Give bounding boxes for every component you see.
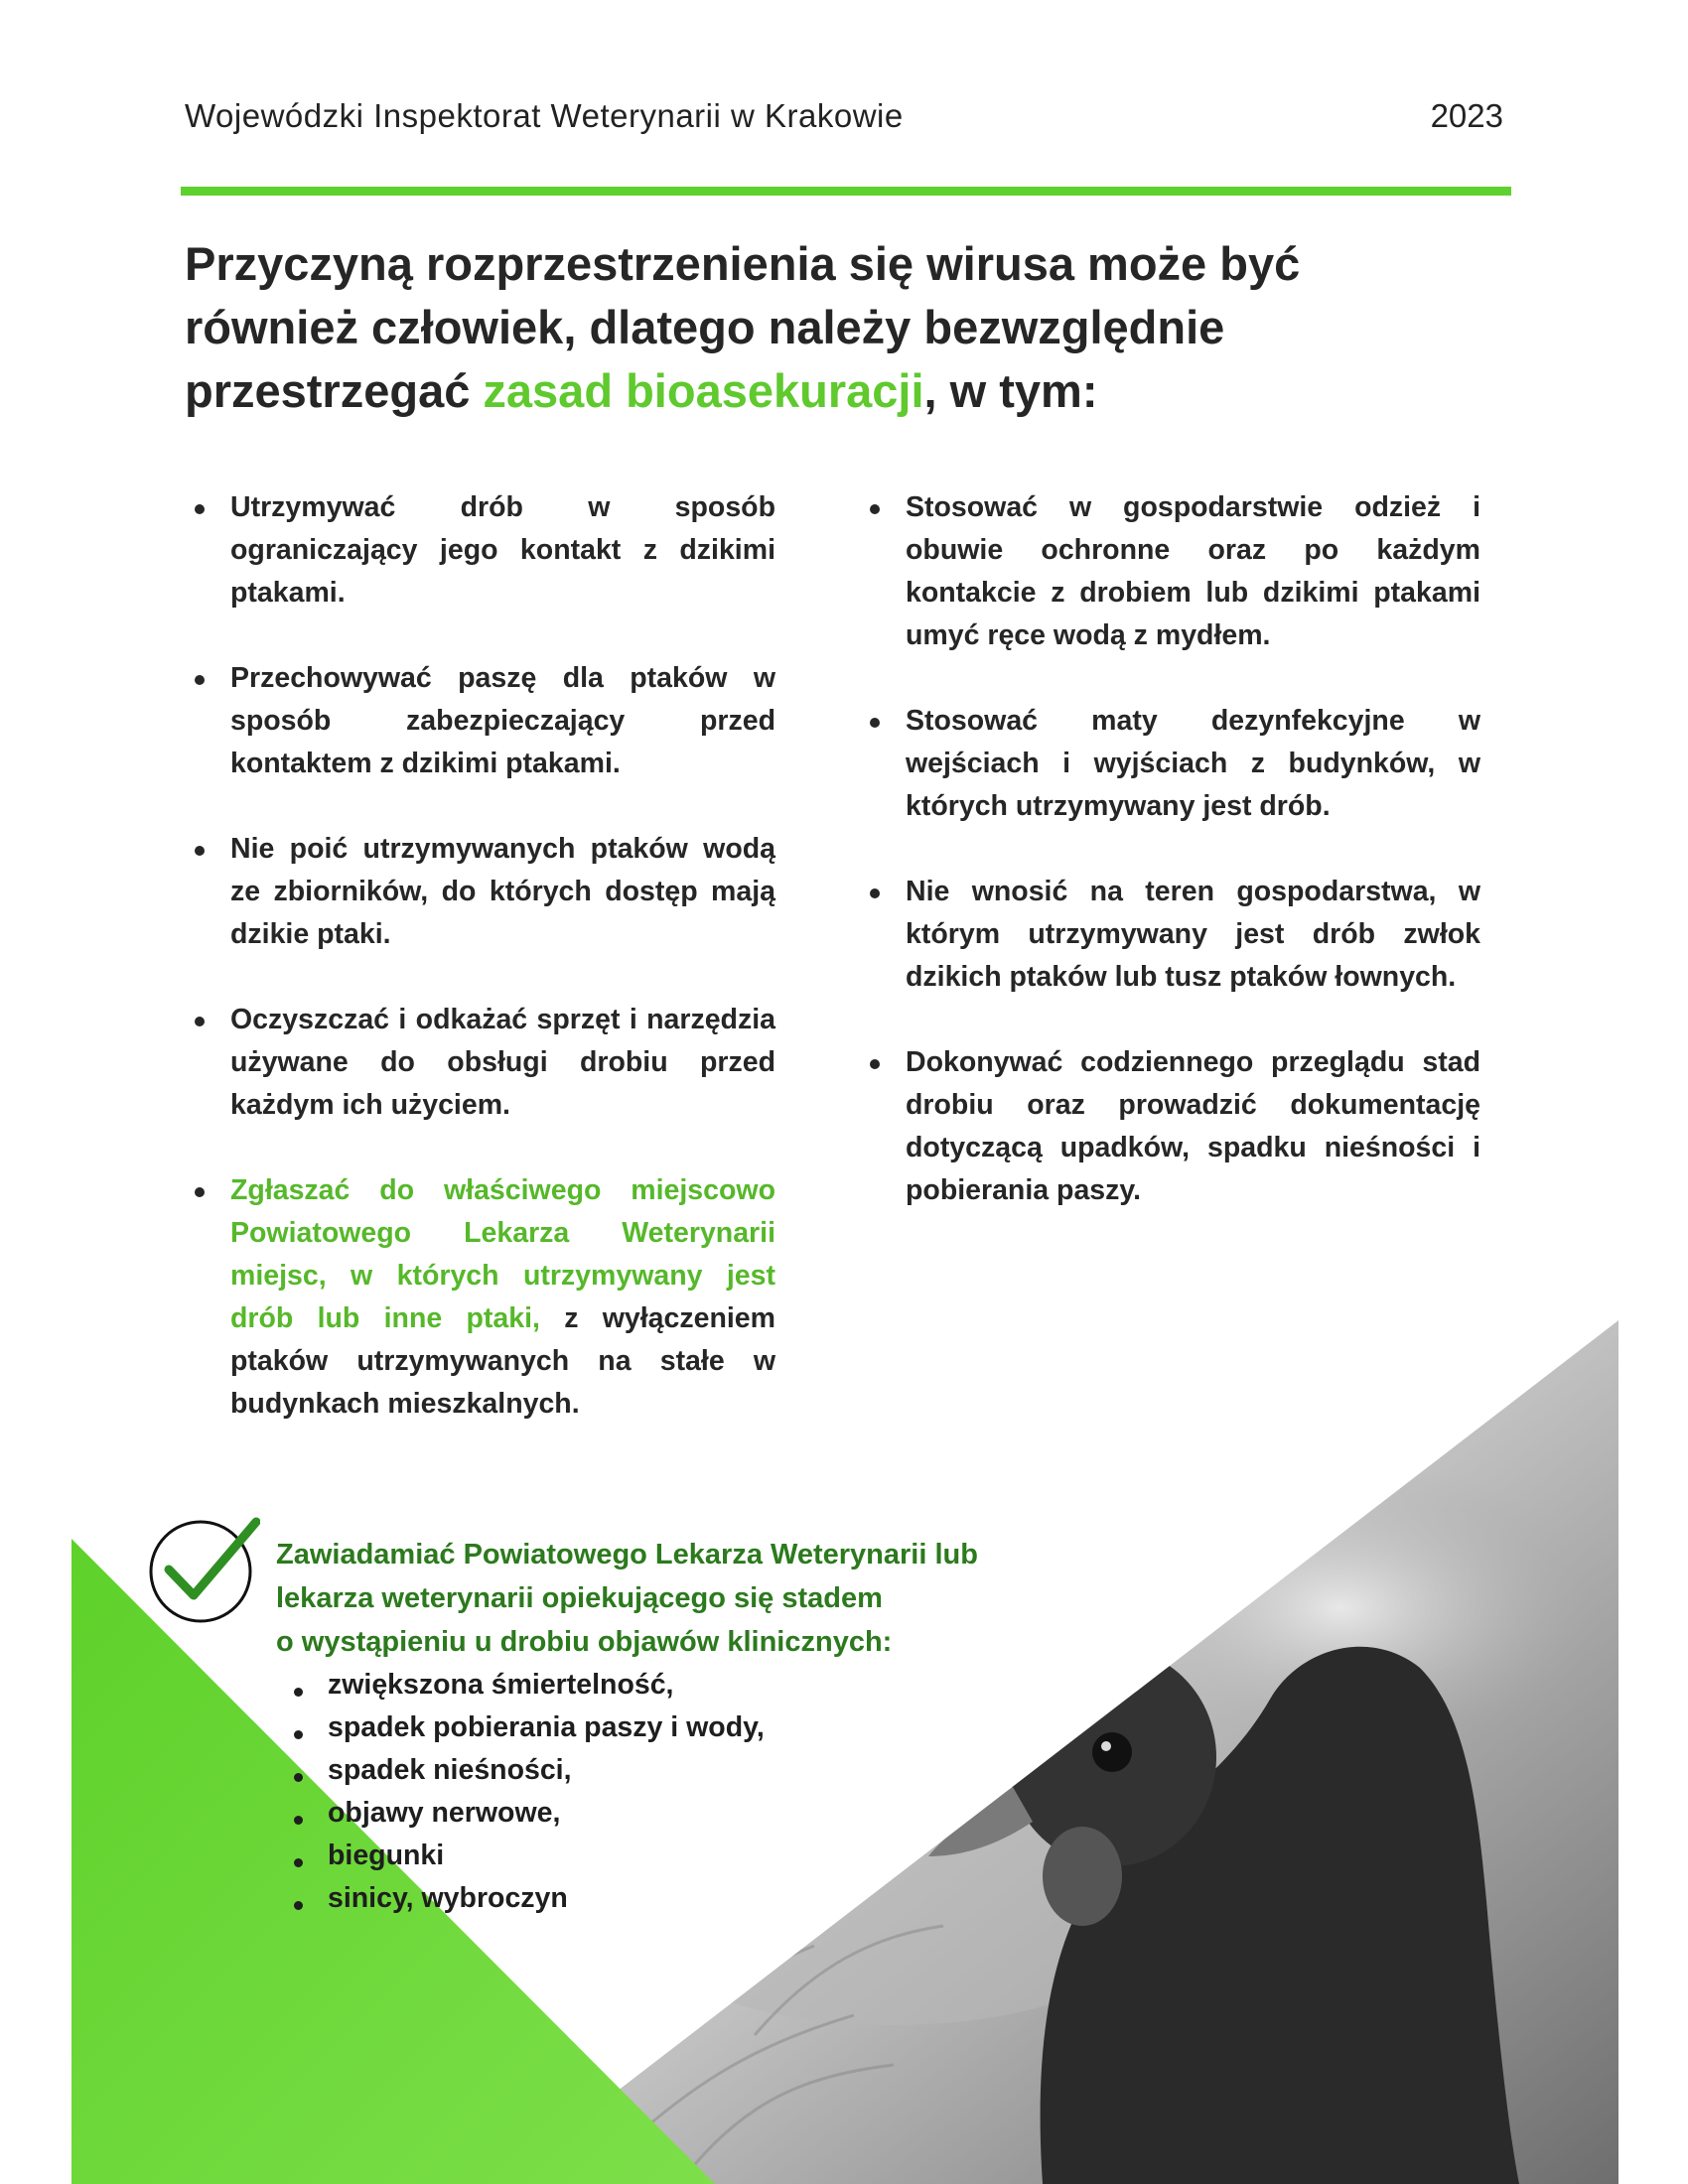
symptom-text: sinicy, wybroczyn (328, 1882, 568, 1914)
bullet-icon (294, 1730, 303, 1739)
list-item-text: Nie poić utrzymywanych ptaków wodą ze zbiorników, do których dostęp mają dzikie ptaki. (230, 833, 775, 950)
year: 2023 (1430, 97, 1503, 134)
symptom-item (288, 1792, 765, 1835)
list-item-text: z wyłączeniem ptaków utrzymywanych na stałe w budynkach mieszkalnych. (230, 1302, 775, 1420)
list-item-text: Utrzymywać drób w sposób ograniczający jego kontakt z dzikimi ptakami. (230, 491, 775, 609)
headline-text-start: Przyczyną rozprzestrzenienia się wirusa może być również człowiek, dlatego należy bezwzględnie przestrzegać (185, 237, 1301, 417)
symptom-item (288, 1664, 765, 1706)
symptom-item (288, 1877, 765, 1920)
list-item (195, 1169, 775, 1426)
list-item (195, 828, 775, 956)
checkmark-circle-icon (149, 1514, 260, 1625)
symptom-item (288, 1706, 765, 1749)
bullet-icon (870, 888, 880, 898)
bullet-icon (195, 1187, 205, 1197)
bullet-icon (294, 1901, 303, 1910)
symptom-text: zwiększona śmiertelność, (328, 1669, 674, 1701)
bullet-icon (294, 1688, 303, 1697)
list-item (870, 1041, 1480, 1212)
list-item-text: Stosować w gospodarstwie odzież i obuwie ochronne oraz po każdym kontakcie z drobiem lub dzikimi ptakami umyć ręce wodą z mydłem. (906, 491, 1480, 651)
symptom-item (288, 1835, 765, 1877)
list-item-text: Dokonywać codziennego przeglądu stad drobiu oraz prowadzić dokumentację dotyczącą upadków, spadku nieśności i pobierania paszy. (906, 1046, 1480, 1206)
bullet-icon (870, 504, 880, 514)
bullet-icon (294, 1858, 303, 1867)
list-item (870, 871, 1480, 999)
list-item-text: Stosować maty dezynfekcyjne w wejściach i wyjściach z budynków, w których utrzymywany jest drób. (906, 705, 1480, 822)
headline-accent: zasad bioasekuracji (483, 364, 924, 417)
headline-text-end: , w tym: (923, 364, 1098, 417)
bullet-icon (870, 718, 880, 728)
list-item (195, 999, 775, 1127)
bullet-icon (870, 1059, 880, 1069)
symptom-text: objawy nerwowe, (328, 1797, 561, 1829)
notice-line: Zawiadamiać Powiatowego Lekarza Weterynarii lub (276, 1539, 978, 1570)
list-item (195, 657, 775, 785)
list-item-text: Przechowywać paszę dla ptaków w sposób zabezpieczający przed kontaktem z dzikimi ptakami. (230, 662, 775, 779)
list-item (195, 486, 775, 614)
symptom-text: biegunki (328, 1840, 445, 1871)
bullet-icon (195, 504, 205, 514)
bullet-icon (294, 1773, 303, 1782)
bullet-icon (195, 675, 205, 685)
bullet-list-right (870, 486, 1480, 1255)
bullet-icon (195, 1017, 205, 1026)
symptom-text: spadek pobierania paszy i wody, (328, 1711, 765, 1743)
bullet-icon (294, 1816, 303, 1825)
list-item-highlight: Zgłaszać do właściwego miejscowo Powiatowego Lekarza Weterynarii miejsc, w których utrzymywany jest drób lub inne ptaki, (230, 1174, 775, 1334)
symptom-item (288, 1749, 765, 1792)
symptoms-list (288, 1664, 765, 1920)
notice-line: o wystąpieniu u drobiu objawów klinicznych: (276, 1626, 893, 1658)
list-item-text: Nie wnosić na teren gospodarstwa, w którym utrzymywany jest drób zwłok dzikich ptaków lub tusz ptaków łownych. (906, 876, 1480, 993)
notice-text (276, 1533, 1031, 1664)
notice-line: lekarza weterynarii opiekującego się stadem (276, 1582, 883, 1614)
list-item (870, 700, 1480, 828)
organization-name: Wojewódzki Inspektorat Weterynarii w Krakowie (185, 97, 904, 134)
bullet-icon (195, 846, 205, 856)
list-item (870, 486, 1480, 657)
symptom-text: spadek nieśności, (328, 1754, 572, 1786)
list-item-text: Oczyszczać i odkażać sprzęt i narzędzia używane do obsługi drobiu przed każdym ich użyciem. (230, 1004, 775, 1121)
bullet-list-left (195, 486, 775, 1468)
